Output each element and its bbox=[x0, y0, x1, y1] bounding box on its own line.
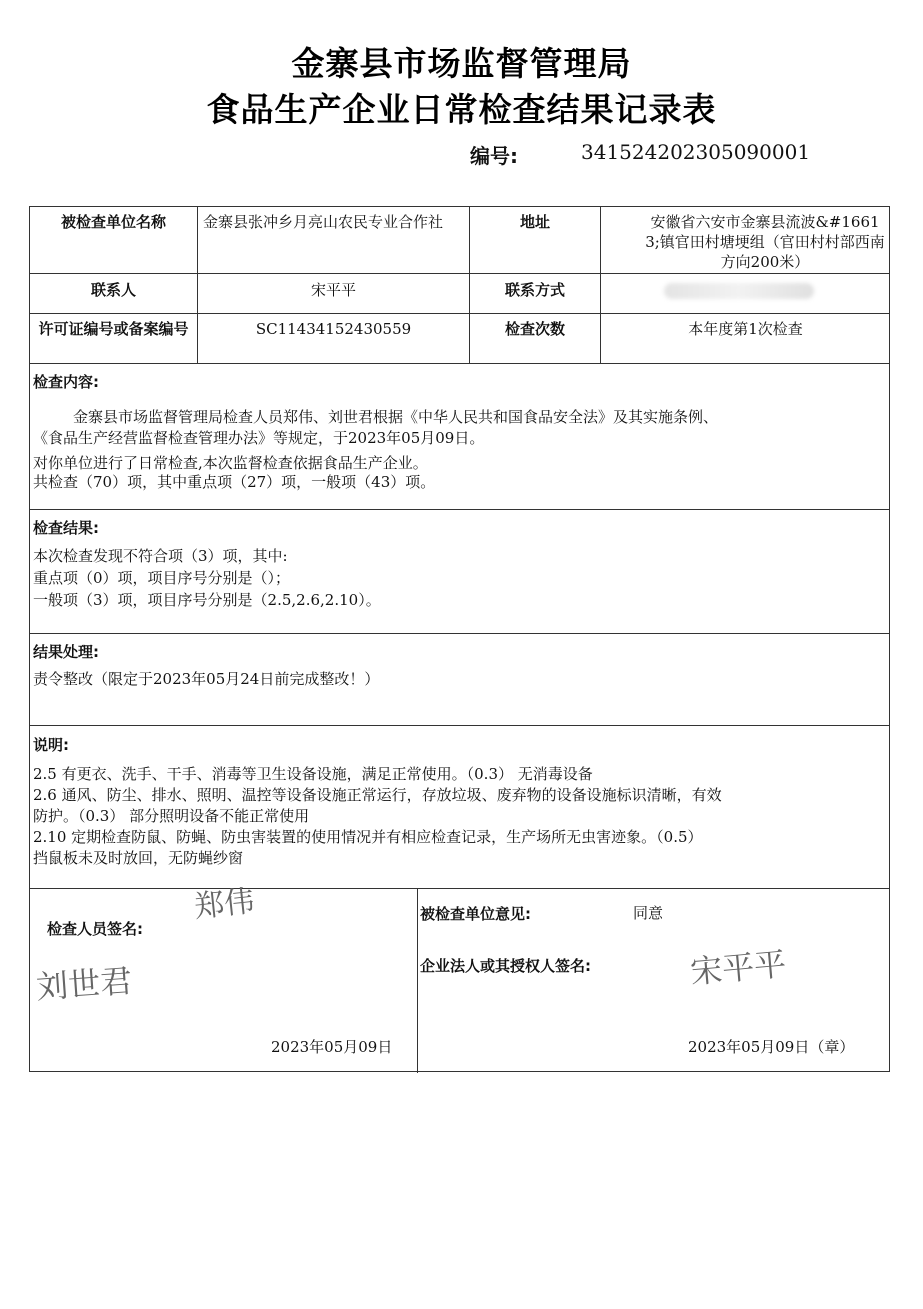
legal-signer-label: 企业法人或其授权人签名: bbox=[420, 957, 591, 975]
result-title: 检查结果: bbox=[33, 519, 99, 537]
inspector-date: 2023年05月09日 bbox=[271, 1038, 393, 1056]
address-label: 地址 bbox=[519, 213, 550, 231]
handling-line-1: 责令整改（限定于2023年05月24日前完成整改！） bbox=[33, 670, 380, 688]
contact-label: 联系人 bbox=[90, 281, 136, 299]
inspect-count: 本年度第1次检查 bbox=[688, 320, 803, 338]
doc-number-value: 341524202305090001 bbox=[581, 140, 811, 164]
content-line-1: 金寨县市场监督管理局检查人员郑伟、刘世君根据《中华人民共和国食品安全法》及其实施条例、 bbox=[73, 408, 719, 426]
legal-signature: 宋平平 bbox=[688, 944, 788, 992]
license-label: 许可证编号或备案编号 bbox=[38, 320, 189, 338]
title-line-1: 金寨县市场监督管理局 bbox=[291, 44, 632, 83]
content-line-4: 共检查（70）项，其中重点项（27）项，一般项（43）项。 bbox=[33, 473, 436, 491]
title-line-2: 食品生产企业日常检查结果记录表 bbox=[206, 90, 717, 129]
notes-line-3: 防护。（0.3） 部分照明设备不能正常使用 bbox=[33, 807, 310, 825]
inspector-signature-2: 刘世君 bbox=[34, 961, 134, 1007]
notes-line-4: 2.10 定期检查防鼠、防蝇、防虫害装置的使用情况并有相应检查记录，生产场所无虫害迹象。（0.5） bbox=[33, 828, 703, 846]
handling-title: 结果处理: bbox=[33, 643, 99, 661]
doc-number-label: 编号: bbox=[470, 144, 518, 168]
unit-name: 金寨县张冲乡月亮山农民专业合作社 bbox=[203, 213, 444, 231]
notes-line-2: 2.6 通风、防尘、排水、照明、温控等设备设施正常运行，存放垃圾、废弃物的设备设施标识清晰，有效 bbox=[33, 786, 722, 804]
notes-line-1: 2.5 有更衣、洗手、干手、消毒等卫生设备设施，满足正常使用。（0.3） 无消毒设备 bbox=[33, 765, 593, 783]
unit-name-label: 被检查单位名称 bbox=[60, 213, 166, 231]
license: SC11434152430559 bbox=[255, 320, 412, 338]
inspector-signature-1: 郑伟 bbox=[192, 883, 257, 926]
content-line-2: 《食品生产经营监督检查管理办法》等规定，于2023年05月09日。 bbox=[33, 429, 485, 447]
phone-label: 联系方式 bbox=[504, 281, 565, 299]
result-line-3: 一般项（3）项，项目序号分别是（2.5,2.6,2.10）。 bbox=[33, 591, 381, 609]
phone-redacted bbox=[664, 280, 854, 300]
notes-line-5: 挡鼠板未及时放回，无防蝇纱窗 bbox=[33, 849, 244, 867]
result-line-2: 重点项（0）项，项目序号分别是（）； bbox=[33, 569, 291, 587]
opinion: 同意 bbox=[633, 904, 664, 922]
result-line-1: 本次检查发现不符合项（3）项，其中: bbox=[33, 547, 288, 565]
notes-title: 说明: bbox=[33, 736, 69, 754]
content-line-3: 对你单位进行了日常检查,本次监督检查依据食品生产企业。 bbox=[33, 454, 428, 472]
address: 安徽省六安市金寨县流波&#16613;镇官田村塘埂组（官田村村部西南方向200米） bbox=[645, 213, 885, 271]
doc-number bbox=[470, 140, 811, 169]
unit-date: 2023年05月09日（章） bbox=[688, 1038, 855, 1056]
inspect-count-label: 检查次数 bbox=[504, 320, 565, 338]
inspector-label: 检查人员签名: bbox=[47, 920, 143, 938]
opinion-label: 被检查单位意见: bbox=[420, 905, 531, 923]
contact: 宋平平 bbox=[310, 281, 356, 299]
record-table bbox=[29, 206, 890, 1072]
content-title: 检查内容: bbox=[33, 373, 99, 391]
